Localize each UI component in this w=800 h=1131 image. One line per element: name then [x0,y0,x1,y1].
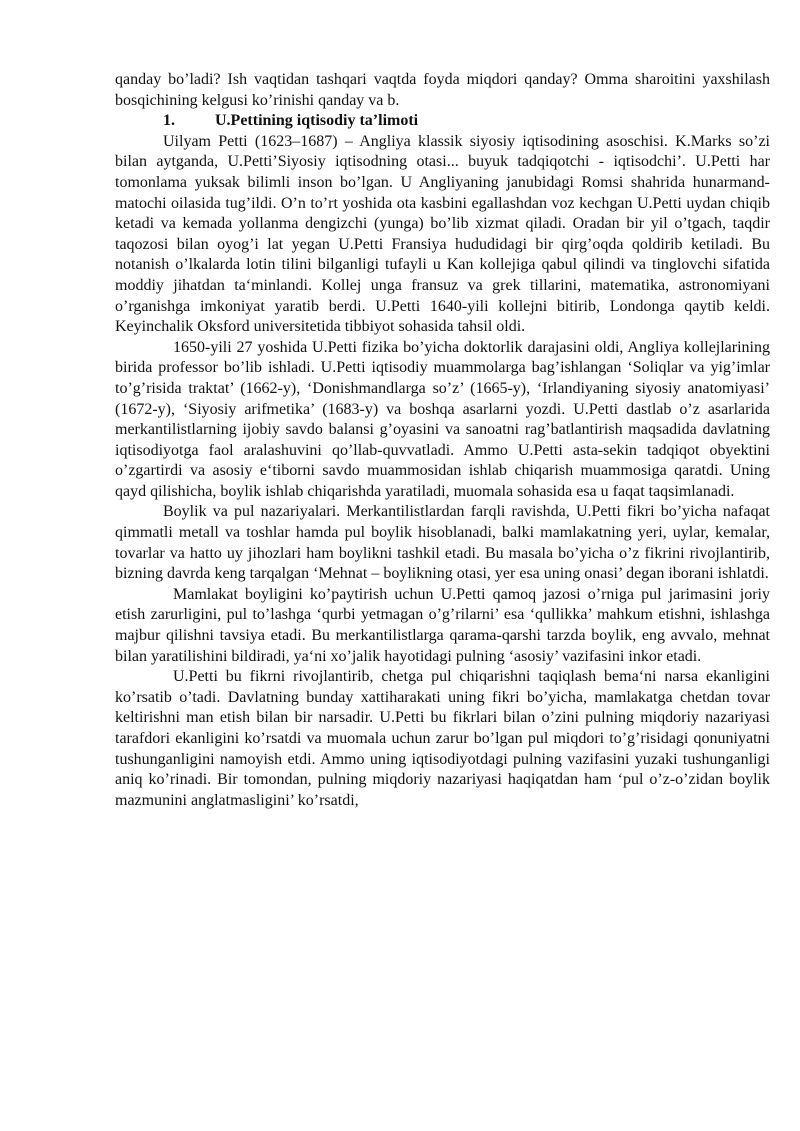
body-paragraph-petti-biography: Uilyam Petti (1623–1687) – Angliya klassik siyosiy iqtisodining asoschisi. K.Marks so’zi bilan aytganda, U.Petti’Siyosiy iqtisodning otasi... buyuk tadqiqotchi - iqtisodchi’. U.Petti har tomonlama yuksak bilimli inson bo’lgan. U Angliyaning janubidagi Romsi shahrida hunarmand-matochi oilasida tug’ildi. O’n to’rt yoshida ota kasbini egallashdan voz kechgan U.Petti uydan chiqib ketadi va kemada yollanma dengizchi (yunga) bo’lib xizmat qiladi. Oradan bir yil o’tgach, taqdir taqozosi bilan oyog’i lat yegan U.Petti Fransiya hududidagi bir qirg’oqda qoldirib ketiladi. Bu notanish o’lkalarda lotin tilini bilganligi tufayli u Kan kollejiga qabul qilindi va tinglovchi sifatida moddiy jihatdan ta‘minlandi. Kollej unga fransuz va grek tillarini, matematika, astronomiyani o’rganishga imkoniyat yaratib berdi. U.Petti 1640-yili kollejni bitirib, Londonga qaytib keldi. Keyinchalik Oksford universitetida tibbiyot sohasida tahsil oldi. [115,132,770,336]
body-paragraph-export-money: U.Petti bu fikrni rivojlantirib, chetga pul chiqarishni taqiqlash bema‘ni narsa ekanligini ko’rsatib o’tadi. Davlatning bunday xattiharakati uning fikri bo’yicha, mamlakatga chetdan tovar keltirishni man etish bilan bir narsadir. U.Petti bu fikrlari bilan o’zini pulning miqdoriy nazariyasi tarafdori ekanligini ko’rsatdi va muomala uchun zarur bo’lgan pul miqdori to’g’risidagi qonuniyatni tushunganligini namoyish etdi. Ammo uning iqtisodiyotdagi pulning vazifasini yuzaki tushunganligi aniq ko’rinadi. Bir tomondan, pulning miqdoriy nazariyasi haqiqatdan ham ‘pul o’z-o’zidan boylik mazmunini anglatmasligini’ ko’rsatdi, [115,668,770,809]
body-paragraph-wealth-money: Boylik va pul nazariyalari. Merkantilistlardan farqli ravishda, U.Petti fikri bo’yicha nafaqat qimmatli metall va toshlar hamda pul boylik hisoblanadi, balki mamlakatning yeri, uylar, kemalar, tovarlar va hatto uy jihozlari ham boylikni tashkil etadi. Bu masala bo’yicha o’z fikrini rivojlantirib, bizning davrda keng tarqalgan ‘Mehnat – boylikning otasi, yer esa uning onasi’ degan iborani ishlatdi. [115,503,770,583]
section-heading [115,111,770,132]
section-number: 1. [163,112,175,130]
section-title: U.Pettining iqtisodiy ta’limoti [215,112,419,130]
intro-paragraph: qanday bo’ladi? Ish vaqtidan tashqari vaqtda foyda miqdori qanday? Omma sharoitini yaxshilash bosqichining kelgusi ko’rinishi qanday va b. [115,71,770,109]
document-page [115,70,770,811]
body-paragraph-fines: Mamlakat boyligini ko’paytirish uchun U.Petti qamoq jazosi o’rniga pul jarimasini joriy etish zarurligini, pul to’lashga ‘qurbi yetmagan o’g’rilarni’ esa ‘qullikka’ mahkum etishni, ishlashga majbur qilishni tavsiya etadi. Bu merkantilistlarga qarama-qarshi tarzda boylik, eng avvalo, mehnat bilan yaratilishini bildiradi, ya‘ni xo’jalik hayotidagi pulning ‘asosiy’ vazifasini inkor etadi. [115,585,770,665]
body-paragraph-petti-works: 1650-yili 27 yoshida U.Petti fizika bo’yicha doktorlik darajasini oldi, Angliya kollejlarining birida professor bo’lib ishladi. U.Petti iqtisodiy muammolarga bag’ishlangan ‘Soliqlar va yig’imlar to’g’risida traktat’ (1662-y), ‘Donishmandlarga so’z’ (1665-y), ‘Irlandiyaning siyosiy anatomiyasi’ (1672-y), ‘Siyosiy arifmetika’ (1683-y) va boshqa asarlarni yozdi. U.Petti dastlab o’z asarlarida merkantilistlarning ijobiy savdo balansi g’oyasini va sanoatni rag’batlantirish maqsadida davlatning iqtisodiyotga faol aralashuvini qo’llab-quvvatladi. Ammo U.Petti asta-sekin tadqiqot obyektini o’zgartirdi va asosiy e‘tiborni savdo muammosidan ishlab chiqarish muammosiga qaratdi. Uning qayd qilishicha, boylik ishlab chiqarishda yaratiladi, muomala sohasida esa u faqat taqsimlanadi. [115,338,770,500]
